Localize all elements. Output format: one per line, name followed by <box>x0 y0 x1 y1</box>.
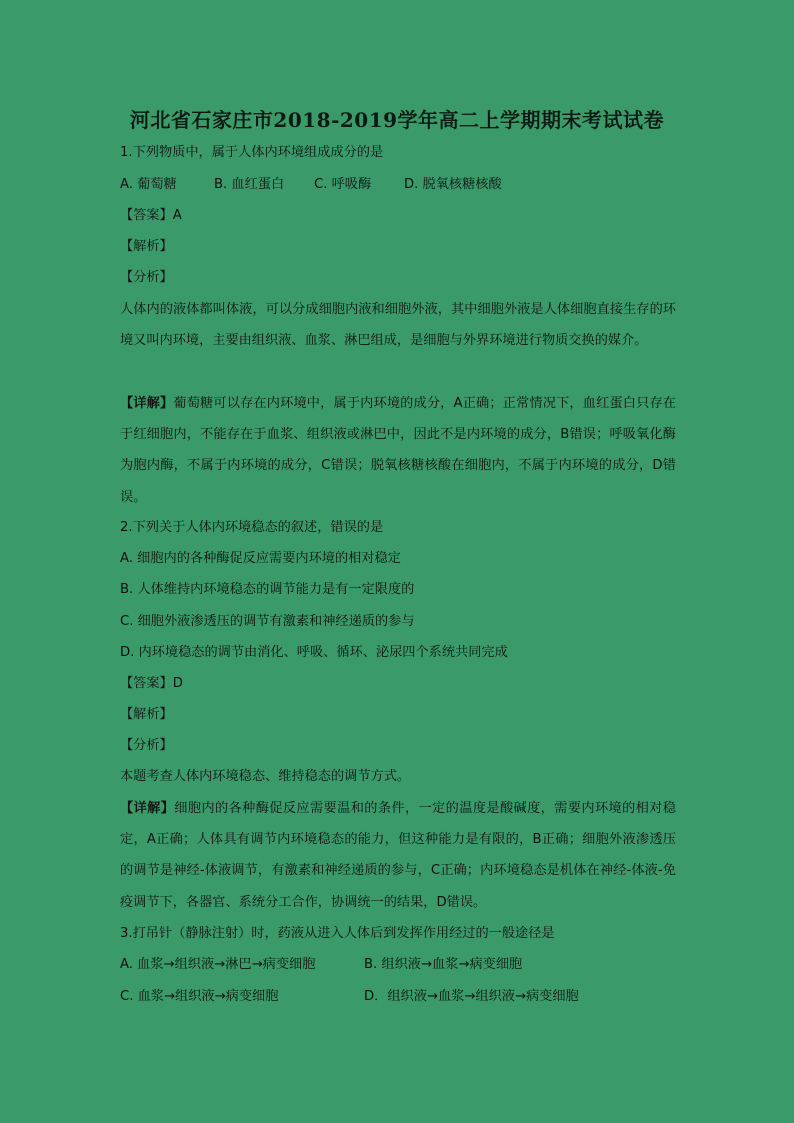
q2-analysis: 本题考查人体内环境稳态、维持稳态的调节方式。 <box>120 769 411 784</box>
q1-detail <box>120 388 676 513</box>
q1-stem: 1.下列物质中，属于人体内环境组成成分的是 <box>120 145 384 160</box>
q3-option-c: C. 血浆→组织液→病变细胞 <box>120 989 279 1004</box>
q2-detail-label: 【详解】 <box>120 801 175 816</box>
page-title: 河北省石家庄市2018-2019学年高二上学期期末考试试卷 <box>129 108 665 132</box>
q2-detail-text: 细胞内的各种酶促反应需要温和的条件，一定的温度是酸碱度，需要内环境的相对稳定，A正确；人体具有调节内环境稳态的能力，但这种能力是有限的，B正确；细胞外液渗透压的调节是神经-体液调节，有激素和神经递质的参与，C正确；内环境稳态是机体在神经-体液-免疫调节下，各器官、系统分工合作，协调统一的结果，D错误。 <box>120 801 676 910</box>
q2-option-d: D. 内环境稳态的调节由消化、呼吸、循环、泌尿四个系统共同完成 <box>120 645 508 660</box>
q2-option-b: B. 人体维持内环境稳态的调节能力是有一定限度的 <box>120 582 415 597</box>
q3-option-b: B. 组织液→血浆→病变细胞 <box>364 957 523 972</box>
q2-jiexi-label: 【解析】 <box>120 707 173 722</box>
q1-option-a: A. 葡萄糖 <box>120 177 177 192</box>
q1-option-d: D. 脱氧核糖核酸 <box>404 177 502 192</box>
q1-option-b: B. 血红蛋白 <box>214 177 285 192</box>
q1-detail-text: 葡萄糖可以存在内环境中，属于内环境的成分，A正确；正常情况下，血红蛋白只存在于红细胞内，不能存在于血浆、组织液或淋巴中，因此不是内环境的成分，B错误；呼吸氧化酶为胞内酶，不属于内环境的成分，C错误；脱氧核糖核酸在细胞内，不属于内环境的成分，D错误。 <box>120 396 676 505</box>
q2-stem: 2.下列关于人体内环境稳态的叙述，错误的是 <box>120 520 384 535</box>
q1-options <box>120 175 680 195</box>
q2-fenxi-label: 【分析】 <box>120 738 173 753</box>
q1-option-c: C. 呼吸酶 <box>314 177 372 192</box>
q2-option-c: C. 细胞外液渗透压的调节有激素和神经递质的参与 <box>120 614 415 629</box>
q2-option-a: A. 细胞内的各种酶促反应需要内环境的相对稳定 <box>120 551 401 566</box>
q1-analysis: 人体内的液体都叫体液，可以分成细胞内液和细胞外液，其中细胞外液是人体细胞直接生存的环境又叫内环境，主要由组织液、血浆、淋巴组成，是细胞与外界环境进行物质交换的媒介。 <box>120 302 676 349</box>
q1-answer: 【答案】A <box>120 208 182 223</box>
q3-options-row-2 <box>120 987 680 1007</box>
q3-option-d: D．组织液→血浆→组织液→病变细胞 <box>364 989 579 1004</box>
q3-options-row-1 <box>120 955 680 975</box>
q2-answer: 【答案】D <box>120 676 183 691</box>
q1-jiexi-label: 【解析】 <box>120 239 173 254</box>
q2-detail <box>120 793 676 918</box>
q1-fenxi-label: 【分析】 <box>120 270 173 285</box>
q1-detail-label: 【详解】 <box>120 396 174 411</box>
q3-option-a: A. 血浆→组织液→淋巴→病变细胞 <box>120 957 316 972</box>
q3-stem: 3.打吊针（静脉注射）时，药液从进入人体后到发挥作用经过的一般途径是 <box>120 926 555 941</box>
